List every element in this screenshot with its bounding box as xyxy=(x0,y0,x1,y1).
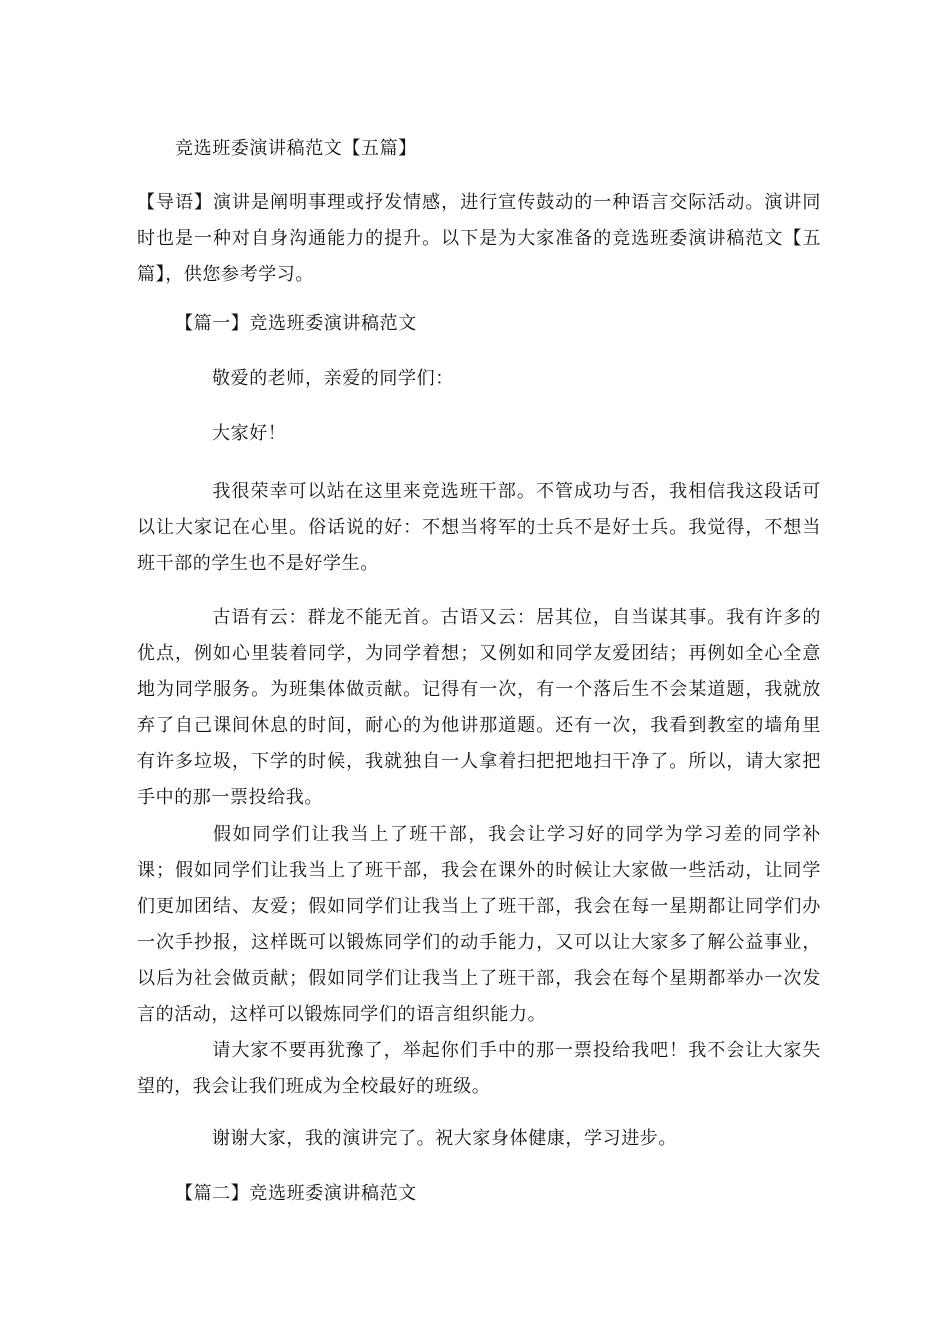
body-paragraph-2 xyxy=(137,600,821,816)
closing-line: 谢谢大家，我的演讲完了。祝大家身体健康，学习进步。 xyxy=(212,1128,677,1149)
body-paragraph-2-text: 古语有云：群龙不能无首。古语又云：居其位，自当谋其事。我有许多的优点，例如心里装着同学，为同学着想；又例如和同学友爱团结；再例如全心全意地为同学服务。为班集体做贡献。记得有一次，有一个落后生不会某道题，我就放弃了自己课间休息的时间，耐心的为他讲那道题。还有一次，我看到教室的墙角里有许多垃圾，下学的时候，我就独自一人拿着扫把把地扫干净了。所以，请大家把手中的那一票投给我。 xyxy=(137,607,821,808)
section-1-heading: 【篇一】竞选班委演讲稿范文 xyxy=(175,313,417,334)
section-2-heading: 【篇二】竞选班委演讲稿范文 xyxy=(175,1183,417,1204)
body-paragraph-4 xyxy=(137,1033,821,1105)
document-title: 竞选班委演讲稿范文【五篇】 xyxy=(175,138,417,159)
body-paragraph-4-text: 请大家不要再犹豫了，举起你们手中的那一票投给我吧！我不会让大家失望的，我会让我们班成为全校最好的班级。 xyxy=(137,1040,821,1097)
greeting: 大家好！ xyxy=(212,423,287,444)
intro-paragraph: 【导语】演讲是阐明事理或抒发情感，进行宣传鼓动的一种语言交际活动。演讲同时也是一种对自身沟通能力的提升。以下是为大家准备的竞选班委演讲稿范文【五篇】，供您参考学习。 xyxy=(137,192,821,285)
body-paragraph-1-text: 我很荣幸可以站在这里来竞选班干部。不管成功与否，我相信我这段话可以让大家记在心里。俗话说的好：不想当将军的士兵不是好士兵。我觉得，不想当班干部的学生也不是好学生。 xyxy=(137,481,821,574)
body-paragraph-3 xyxy=(137,817,821,1033)
salutation: 敬爱的老师，亲爱的同学们： xyxy=(212,368,454,389)
body-paragraph-1 xyxy=(137,474,821,582)
body-paragraph-3-text: 假如同学们让我当上了班干部，我会让学习好的同学为学习差的同学补课；假如同学们让我当上了班干部，我会在课外的时候让大家做一些活动，让同学们更加团结、友爱；假如同学们让我当上了班干部，我会在每一星期都让同学们办一次手抄报，这样既可以锻炼同学们的动手能力，又可以让大家多了解公益事业，以后为社会做贡献；假如同学们让我当上了班干部，我会在每个星期都举办一次发言的活动，这样可以锻炼同学们的语言组织能力。 xyxy=(137,824,821,1025)
